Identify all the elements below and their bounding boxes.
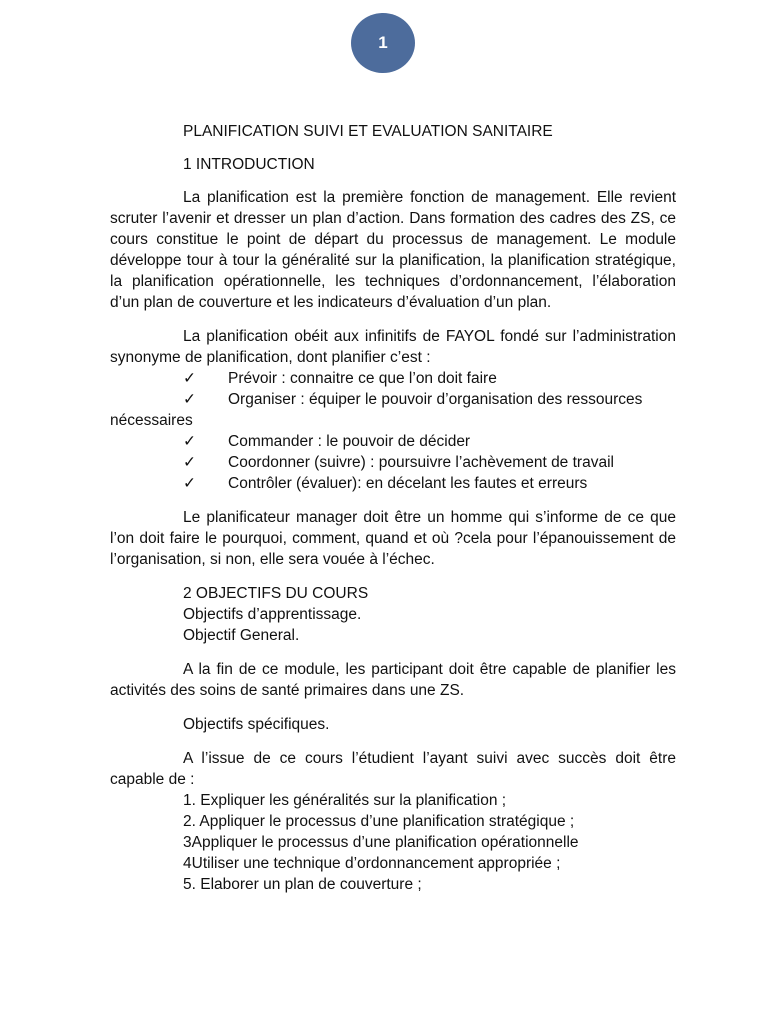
checklist-item <box>110 473 676 494</box>
checklist-item <box>110 389 676 431</box>
checklist-item-text: Coordonner (suivre) : poursuivre l’achèvement de travail <box>228 454 614 471</box>
list-item: 1. Expliquer les généralités sur la planification ; <box>183 792 507 809</box>
checklist-item-text: Contrôler (évaluer): en décelant les fautes et erreurs <box>228 475 588 492</box>
checklist-item-text: Commander : le pouvoir de décider <box>228 433 471 450</box>
section-heading-introduction: 1 INTRODUCTION <box>183 156 315 173</box>
fayol-checklist <box>110 368 676 494</box>
checklist-item <box>110 368 676 389</box>
checklist-item-text: Prévoir : connaitre ce que l’on doit faire <box>228 370 497 387</box>
check-icon: ✓ <box>183 391 196 408</box>
checklist-item <box>110 452 676 473</box>
subheading-objectif-general: Objectif General. <box>183 627 300 644</box>
manager-paragraph: Le planificateur manager doit être un homme qui s’informe de ce que l’on doit faire le pourquoi, comment, quand et où ?cela pour l’épanouissement de l’organisation, si non, elle sera vouée à l’échec. <box>110 509 676 568</box>
intro-paragraph: La planification est la première fonction de management. Elle revient scruter l’avenir et dresser un plan d’action. Dans formation des cadres des ZS, ce cours constitue le point de départ du processus de management. Le module développe tour à tour la généralité sur la planification, la planification stratégique, la planification opérationnelle, les techniques d’ordonnancement, l’élaboration d’un plan de couverture et les indicateurs d’évaluation d’un plan. <box>110 189 676 311</box>
document-body <box>110 121 676 895</box>
list-item: 5. Elaborer un plan de couverture ; <box>183 876 422 893</box>
list-item: 3Appliquer le processus d’une planification opérationnelle <box>183 834 579 851</box>
general-objective-paragraph: A la fin de ce module, les participant doit être capable de planifier les activités des soins de santé primaires dans une ZS. <box>110 661 676 699</box>
check-icon: ✓ <box>183 454 196 471</box>
list-item: 4Utiliser une technique d’ordonnancement appropriée ; <box>183 855 561 872</box>
section-heading-objectifs: 2 OBJECTIFS DU COURS <box>183 585 369 602</box>
check-icon: ✓ <box>183 475 196 492</box>
checklist-item <box>110 431 676 452</box>
subheading-objectifs-apprentissage: Objectifs d’apprentissage. <box>183 606 362 623</box>
document-title: PLANIFICATION SUIVI ET EVALUATION SANITAIRE <box>183 123 553 140</box>
list-item: 2. Appliquer le processus d’une planification stratégique ; <box>183 813 575 830</box>
fayol-paragraph: La planification obéit aux infinitifs de FAYOL fondé sur l’administration synonyme de planification, dont planifier c’est : <box>110 328 676 366</box>
checklist-item-text: Organiser : équiper le pouvoir d’organisation des ressources nécessaires <box>110 391 643 429</box>
specific-objectives-paragraph: A l’issue de ce cours l’étudient l’ayant suivi avec succès doit être capable de : <box>110 750 676 788</box>
check-icon: ✓ <box>183 370 196 387</box>
specific-objectives-list <box>110 790 676 895</box>
subheading-objectifs-specifiques: Objectifs spécifiques. <box>183 716 330 733</box>
page-number-badge: 1 <box>351 13 415 73</box>
check-icon: ✓ <box>183 433 196 450</box>
